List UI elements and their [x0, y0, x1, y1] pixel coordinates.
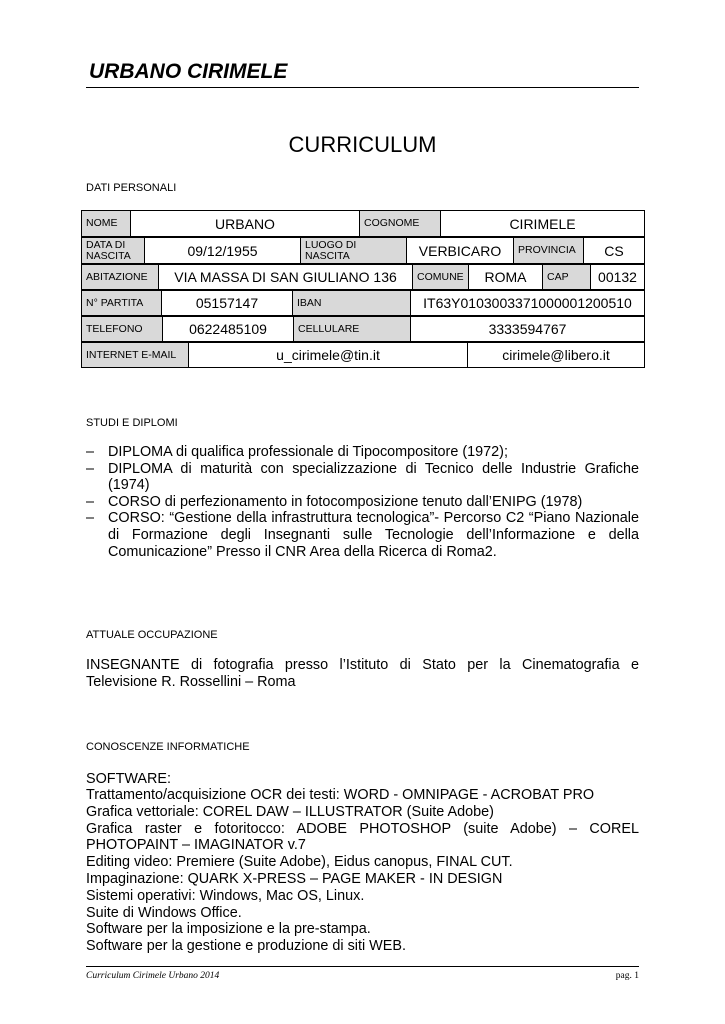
software-title: SOFTWARE:: [86, 771, 172, 787]
software-line: Grafica vettoriale: COREL DAW – ILLUSTRATOR (Suite Adobe): [86, 803, 494, 820]
partita-value: 05157147: [162, 291, 293, 316]
email-label: INTERNET E-MAIL: [82, 343, 189, 368]
data-nascita-label: DATA DI NASCITA: [82, 238, 145, 264]
partita-label: N° PARTITA: [82, 291, 162, 316]
abitazione-label: ABITAZIONE: [82, 265, 159, 290]
document-title: CURRICULUM: [288, 132, 437, 157]
software-line: Software per la imposizione e la pre-stampa.: [86, 921, 371, 938]
bullet-dash: –: [86, 493, 95, 510]
software-line: Software per la gestione e produzione di siti WEB.: [86, 938, 406, 955]
cognome-value: CIRIMELE: [441, 211, 645, 237]
iban-value: IT63Y0103003371000001200510: [411, 291, 645, 316]
personal-row-name: [81, 210, 645, 237]
header-name: URBANO CIRIMELE: [89, 60, 288, 83]
bullet-dash: –: [86, 460, 95, 477]
list-item: – CORSO: “Gestione della infrastruttura tecnologica”- Percorso C2 “Piano Nazionale di Formazione degli Insegnanti sulle Tecnologie dell’Informazione e della Comunicazione” Presso il CNR Area della Ricerca di Roma2.: [86, 510, 639, 560]
personal-row-email: [81, 342, 645, 368]
header-divider: [86, 87, 639, 88]
provincia-value: CS: [584, 238, 645, 264]
personal-row-address: [81, 264, 645, 290]
email-value-1[interactable]: u_cirimele@tin.it: [189, 343, 468, 368]
software-line: Grafica raster e fotoritocco: ADOBE PHOTOSHOP (suite Adobe) – COREL PHOTOPAINT – IMAGINATOR v.7: [86, 820, 639, 854]
section-heading-occupazione: ATTUALE OCCUPAZIONE: [86, 629, 218, 641]
provincia-label: PROVINCIA: [514, 238, 584, 264]
telefono-value: 0622485109: [163, 317, 294, 342]
luogo-nascita-label: LUOGO DI NASCITA: [301, 238, 407, 264]
occupazione-text: INSEGNANTE di fotografia presso l’Istituto di Stato per la Cinematografia e Televisione R. Rossellini – Roma: [86, 657, 639, 690]
iban-label: IBAN: [293, 291, 411, 316]
comune-label: COMUNE: [413, 265, 469, 290]
section-heading-personal: DATI PERSONALI: [86, 182, 177, 194]
footer-divider: [86, 966, 639, 967]
comune-value: ROMA: [469, 265, 543, 290]
footer-document-name: Curriculum Cirimele Urbano 2014: [86, 971, 220, 981]
cognome-label: COGNOME: [360, 211, 441, 237]
software-line: Impaginazione: QUARK X-PRESS – PAGE MAKER - IN DESIGN: [86, 870, 503, 887]
list-item: – DIPLOMA di qualifica professionale di Tipocompositore (1972);: [86, 444, 508, 460]
abitazione-value: VIA MASSA DI SAN GIULIANO 136: [159, 265, 413, 290]
cap-value: 00132: [591, 265, 645, 290]
personal-row-phone: [81, 316, 645, 342]
telefono-label: TELEFONO: [82, 317, 163, 342]
software-list: [86, 787, 639, 955]
footer-page-number: pag. 1: [615, 971, 639, 981]
cap-label: CAP: [543, 265, 591, 290]
bullet-dash: –: [86, 510, 95, 527]
software-line: Suite di Windows Office.: [86, 904, 242, 921]
data-nascita-value: 09/12/1955: [145, 238, 301, 264]
software-line: Editing video: Premiere (Suite Adobe), Eidus canopus, FINAL CUT.: [86, 854, 513, 871]
email-value-2[interactable]: cirimele@libero.it: [468, 343, 645, 368]
list-item: – CORSO di perfezionamento in fotocomposizione tenuto dall’ENIPG (1978): [86, 493, 583, 510]
list-item: – DIPLOMA di maturità con specializzazione di Tecnico delle Industrie Grafiche (1974): [86, 460, 639, 494]
bullet-dash: –: [86, 444, 95, 460]
personal-row-birth: [81, 237, 645, 264]
software-line: Sistemi operativi: Windows, Mac OS, Linux.: [86, 887, 365, 904]
section-heading-studi: STUDI E DIPLOMI: [86, 417, 178, 429]
nome-label: NOME: [82, 211, 131, 237]
cellulare-value: 3333594767: [411, 317, 645, 342]
nome-value: URBANO: [131, 211, 360, 237]
section-heading-informatica: CONOSCENZE INFORMATICHE: [86, 741, 250, 753]
studi-list: [86, 444, 639, 560]
personal-row-tax: [81, 290, 645, 316]
luogo-nascita-value: VERBICARO: [407, 238, 514, 264]
software-line: Trattamento/acquisizione OCR dei testi: WORD - OMNIPAGE - ACROBAT PRO: [86, 787, 595, 803]
cellulare-label: CELLULARE: [294, 317, 411, 342]
